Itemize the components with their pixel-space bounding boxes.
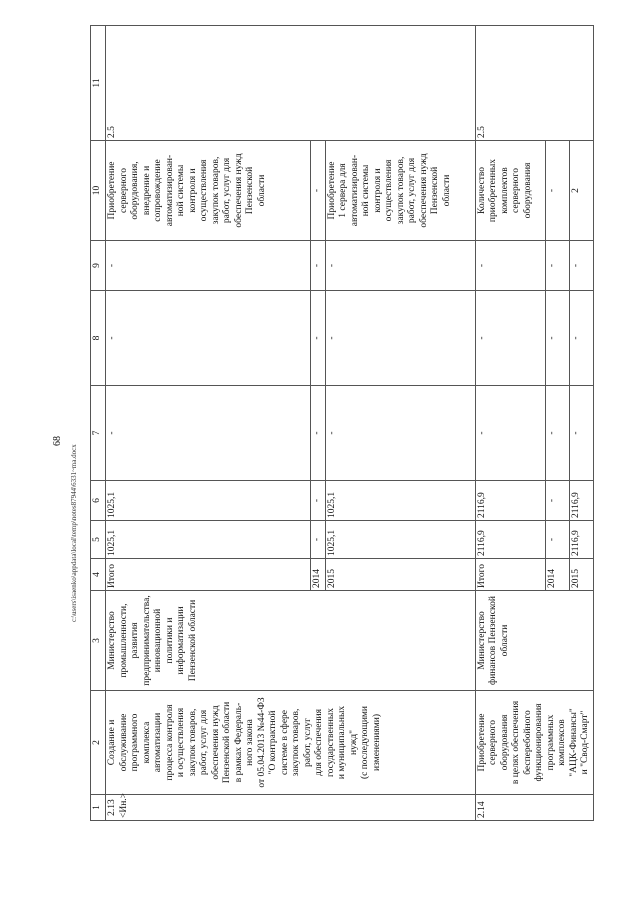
col-header: 10: [91, 141, 106, 241]
col-header: 3: [91, 591, 106, 691]
period-cell: 2015: [569, 559, 593, 591]
value-cell: -: [475, 386, 545, 481]
goal-text: 2: [569, 141, 593, 241]
value-cell: -: [325, 241, 475, 291]
executor: Министерство финансов Пензенской области: [475, 591, 593, 691]
value-cell: -: [106, 386, 311, 481]
measure-name: Создание и обслуживание программного комплекса автоматизации процесса контроля и осуществления закупок товаров, работ, услуг для обеспечения нужд Пензенской области в рамках Федераль- ного закона от 05.04.2013 №44-ФЗ "О контрактной системе в сфере закупок товаров, работ, услуг для обеспечения государственных и муниципальных нужд" (с последующими изменениями): [106, 691, 476, 795]
value-cell: 1025,1: [106, 481, 311, 521]
value-cell: 1025,1: [325, 481, 475, 521]
value-cell: -: [106, 241, 311, 291]
value-cell: -: [475, 241, 545, 291]
table-row: [106, 26, 311, 821]
target-indicator: 2.5: [106, 26, 476, 141]
value-cell: -: [311, 481, 326, 521]
value-cell: 2116,9: [475, 481, 545, 521]
table-row: [475, 26, 545, 821]
value-cell: -: [311, 141, 326, 241]
value-cell: 2116,9: [475, 521, 545, 559]
program-table: [90, 25, 594, 821]
col-header: 2: [91, 691, 106, 795]
value-cell: -: [545, 481, 569, 521]
value-cell: -: [569, 386, 593, 481]
rotated-table-container: [90, 26, 590, 821]
header-row: [91, 26, 106, 821]
target-indicator: 2.5: [475, 26, 593, 141]
measure-name: Приобретение серверного оборудования в целях обеспечения бесперебойного функционирования программных комплексов "АЦК-Финансы" и "Свод-Смарт": [475, 691, 593, 795]
value-cell: 2116,9: [569, 521, 593, 559]
col-header: 1: [91, 795, 106, 821]
footer-file-path: c:\users\isaenko\appdata\local\temp\notes87944\6331~ma.docx: [70, 444, 78, 622]
value-cell: -: [106, 291, 311, 386]
period-cell: 2015: [325, 559, 475, 591]
value-cell: -: [325, 386, 475, 481]
value-cell: -: [545, 141, 569, 241]
goal-text: Количество приобретенных комплектов серверного оборудования: [475, 141, 545, 241]
value-cell: 2116,9: [569, 481, 593, 521]
value-cell: -: [545, 241, 569, 291]
period-cell: 2014: [311, 559, 326, 591]
period-cell: 2014: [545, 559, 569, 591]
col-header: 4: [91, 559, 106, 591]
value-cell: -: [569, 241, 593, 291]
goal-text: Приобретение 1 сервера для автоматизирован- ной системы контроля и осуществления закупок товаров, работ, услуг для обеспечения нужд Пензенской области: [325, 141, 475, 241]
col-header: 7: [91, 386, 106, 481]
value-cell: -: [325, 291, 475, 386]
value-cell: -: [569, 291, 593, 386]
col-header: 9: [91, 241, 106, 291]
value-cell: -: [545, 521, 569, 559]
page-number: 68: [52, 436, 63, 446]
value-cell: -: [311, 521, 326, 559]
value-cell: -: [545, 291, 569, 386]
goal-text: Приобретение серверного оборудования, внедрение и сопровождение автоматизирован- ной системы контроля и осуществления закупок товаров, работ, услуг для обеспечения нужд Пензенской области: [106, 141, 311, 241]
period-cell: Итого: [106, 559, 311, 591]
row-number: 2.13 <Ин.>: [106, 795, 476, 821]
row-number: 2.14: [475, 795, 593, 821]
value-cell: -: [311, 386, 326, 481]
col-header: 8: [91, 291, 106, 386]
value-cell: -: [545, 386, 569, 481]
col-header: 5: [91, 521, 106, 559]
period-cell: Итого: [475, 559, 545, 591]
value-cell: -: [475, 291, 545, 386]
col-header: 6: [91, 481, 106, 521]
value-cell: 1025,1: [325, 521, 475, 559]
col-header: 11: [91, 26, 106, 141]
value-cell: -: [311, 291, 326, 386]
executor: Министерство промышленности, развития предпринимательства, инновационной политики и информатизации Пензенской области: [106, 591, 476, 691]
value-cell: -: [311, 241, 326, 291]
value-cell: 1025,1: [106, 521, 311, 559]
